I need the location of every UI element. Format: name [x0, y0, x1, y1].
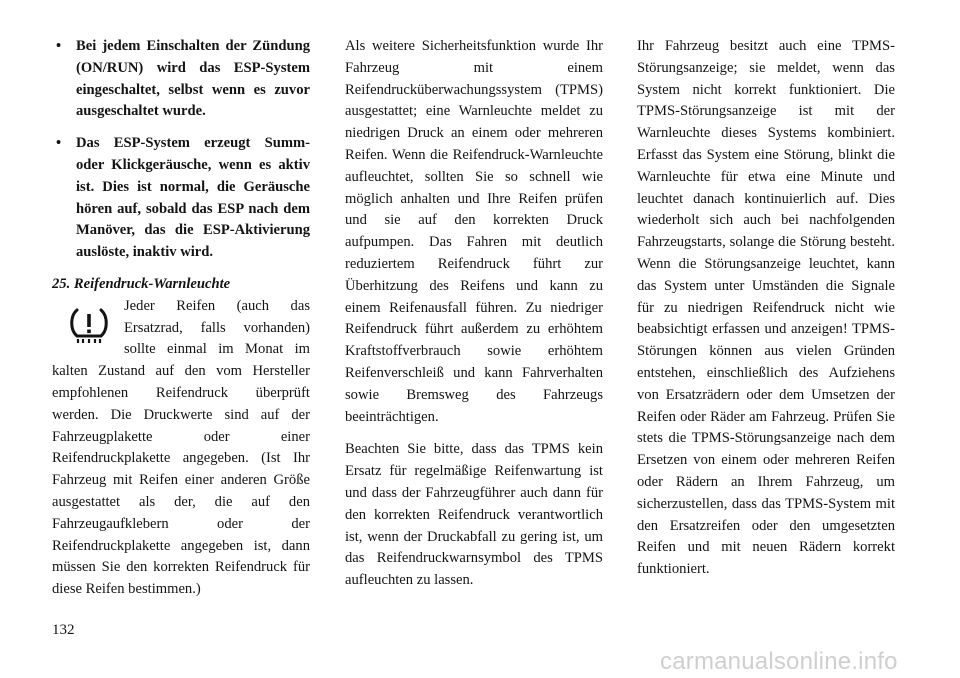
bullet-text: Bei jedem Einschalten der Zündung (ON/RUN) wird das ESP-System eingeschaltet, selbst wenn es zuvor ausgeschaltet wurde.	[76, 38, 310, 120]
page-number: 132	[52, 622, 75, 638]
bullet-item	[52, 36, 310, 123]
bullet-dot: •	[56, 38, 62, 54]
tpms-fault-paragraph: Ihr Fahrzeug besitzt auch eine TPMS-Störungsanzeige; sie meldet, wenn das System nicht korrekt funktioniert. Die TPMS-Störungsanzeige ist mit der Warnleuchte dieses Systems kombiniert. Erfasst das System eine Störung, blinkt die Warnleuchte für etwa eine Minute und leuchtet danach kontinuierlich auf. Dies wiederholt sich auch bei nachfolgenden Fahrzeugstarts, solange die Störung besteht. Wenn die Störungsanzeige leuchtet, kann das System unter Umständen die Signale für zu niedrigen Reifendruck nicht wie beabsichtigt erfassen und anzeigen! TPMS-Störungen können aus vielen Gründen entstehen, einschließlich des Aufziehens von Ersatzrädern oder dem Umsetzen der Reifen oder Räder am Fahrzeug. Prüfen Sie stets die TPMS-Störungsanzeige nach dem Ersetzen von einem oder mehreren Reifen oder Rädern an Ihrem Fahrzeug, um sicherzustellen, dass das TPMS-System mit den Ersatzreifen oder den umgesetzten Reifen und mit neuen Rädern korrekt funktioniert.	[637, 38, 895, 578]
section-heading: 25. Reifendruck-Warnleuchte	[52, 275, 231, 292]
bullet-dot: •	[56, 135, 62, 152]
column-right	[637, 36, 895, 581]
tire-pressure-paragraph: Jeder Reifen (auch das Ersatzrad, falls vorhanden) sollte einmal im Monat im kalten Zustand auf den vom Hersteller empfohlenen Reifendruck überprüft werden. Die Druckwerte sind auf der Fahrzeugplakette oder einer Reifendruckplakette angegeben. (Ist Ihr Fahrzeug mit Reifen einer anderen Größe ausgestattet als der, die auf den Fahrzeugaufklebern oder der Reifendruckplakette angegeben ist, dann müssen Sie den korrekten Reifendruck für diese Reifen bestimmen.)	[52, 297, 310, 598]
tpms-note-paragraph: Beachten Sie bitte, dass das TPMS kein Ersatz für regelmäßige Reifenwartung ist und dass der Fahrzeugführer auch dann für den korrekten Reifendruck verantwortlich ist, wenn der Druckabfall zu gering ist, um das Reifendruckwarnsymbol des TPMS aufleuchten zu lassen.	[345, 441, 603, 589]
column-middle	[345, 36, 603, 592]
tpms-paragraph: Als weitere Sicherheitsfunktion wurde Ihr Fahrzeug mit einem Reifendrucküberwachungssystem (TPMS) ausgestattet; eine Warnleuchte meldet zu niedrigen Druck an einem oder mehreren Reifen. Wenn die Reifendruck-Warnleuchte aufleuchtet, sollten Sie so schnell wie möglich anhalten und Ihre Reifen prüfen und sie auf den korrekten Druck aufpumpen. Das Fahren mit deutlich reduziertem Reifendruck führt zur Überhitzung des Reifens und kann zu einem Reifenausfall führen. Zu niedriger Reifendruck führt außerdem zu erhöhtem Kraftstoffverbrauch sowie erhöhtem Reifenverschleiß und kann Fahrverhalten sowie Bremsweg des Fahrzeugs beeinträchtigen.	[345, 38, 603, 425]
tire-pressure-warning-icon	[52, 300, 124, 360]
bullet-text: Das ESP-System erzeugt Summ- oder Klickgeräusche, wenn es aktiv ist. Dies ist normal, die Geräusche hören auf, sobald das ESP nach dem Manöver, das die ESP-Aktivierung auslöste, inaktiv wird.	[76, 135, 310, 261]
column-left	[52, 36, 310, 601]
watermark: carmanualsonline.info	[660, 648, 898, 675]
bullet-item	[52, 133, 310, 264]
